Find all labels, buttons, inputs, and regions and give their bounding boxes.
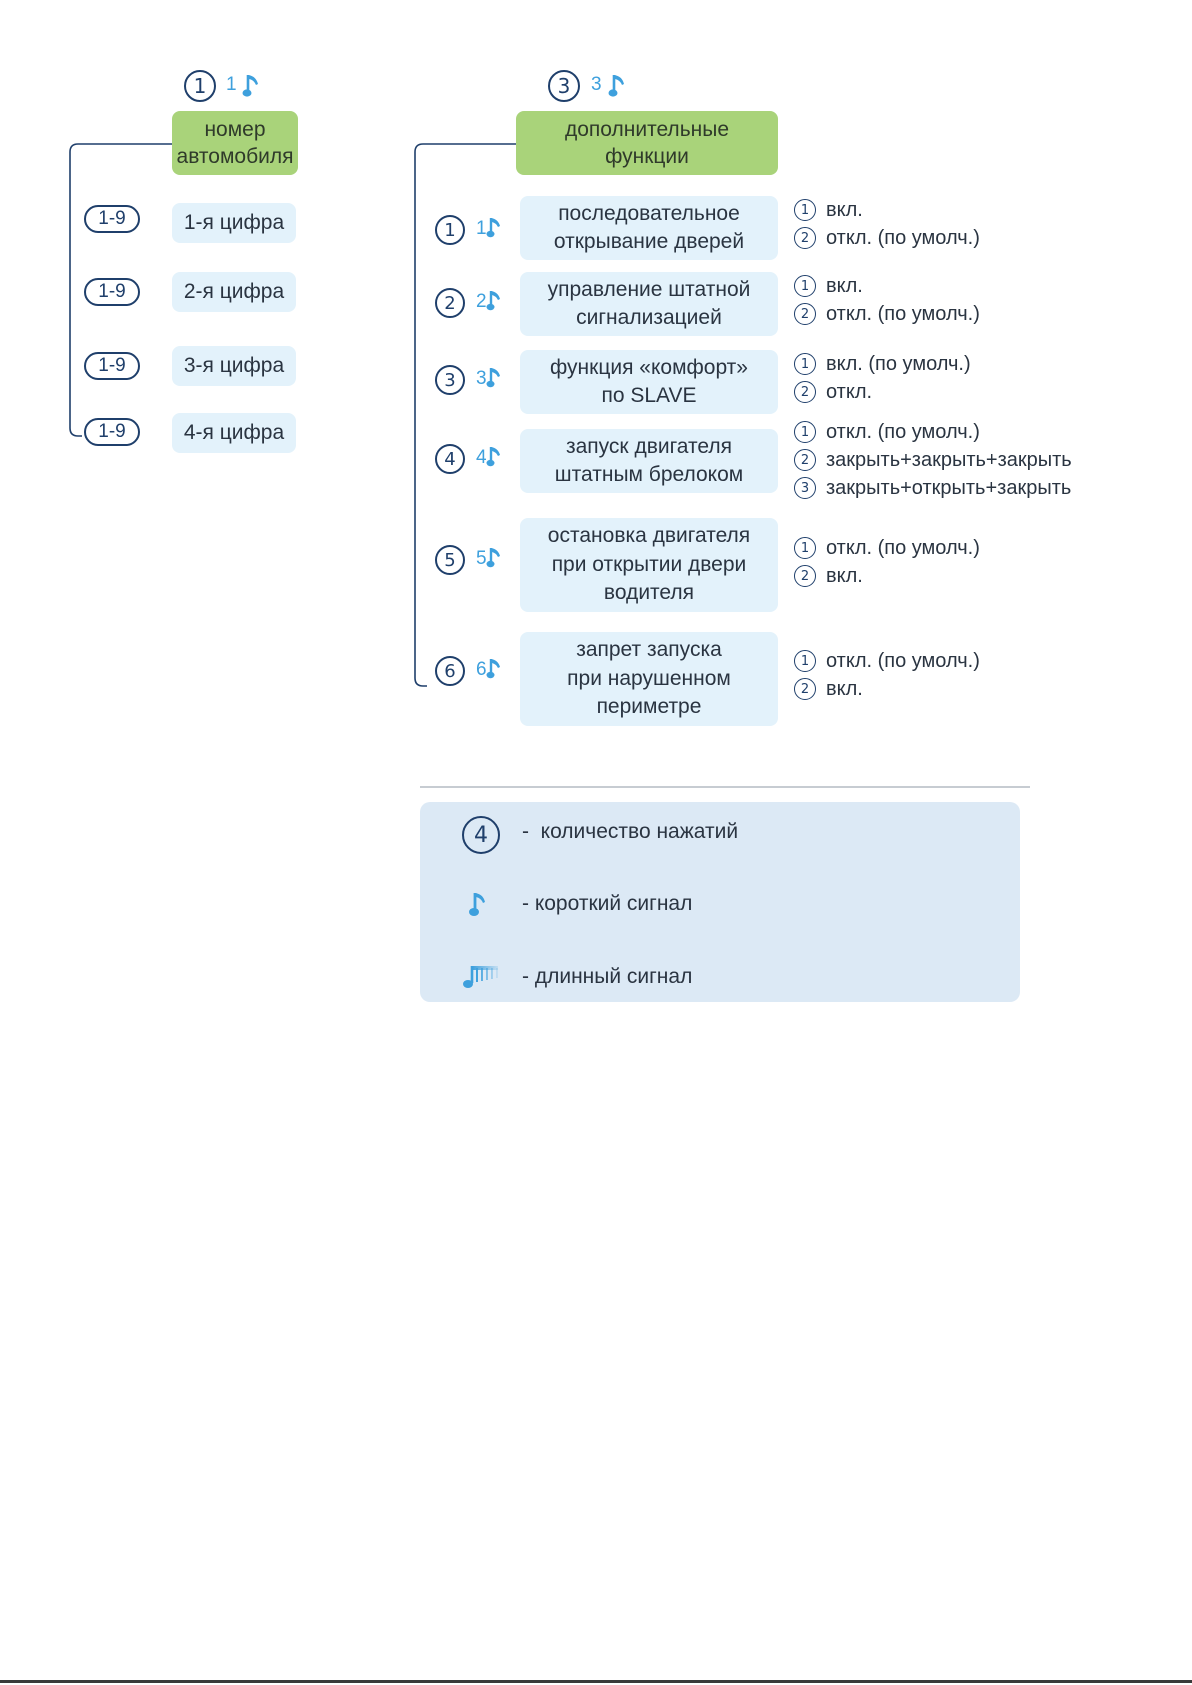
function-6-beeps: 6 (476, 659, 487, 680)
function-2-label: управление штатной сигнализацией (520, 272, 778, 336)
option-row: 2 откл. (по умолч.) (794, 300, 980, 328)
option-row: 1 вкл. (794, 196, 980, 224)
option-number: 1 (794, 353, 816, 375)
digit-label-2: 2-я цифра (172, 272, 296, 312)
long-beep-icon (462, 962, 502, 992)
legend-press-text: - количество нажатий (522, 820, 739, 843)
digit-item-4 (84, 418, 140, 446)
range-pill: 1-9 (84, 352, 140, 380)
option-number: 2 (794, 227, 816, 249)
function-4-presses: 4 (435, 444, 465, 474)
option-number: 2 (794, 381, 816, 403)
legend-long-text: - длинный сигнал (522, 965, 693, 988)
left-header-presses: 1 (184, 70, 216, 102)
short-beep-icon (486, 216, 504, 240)
left-header-beeps: 1 (226, 74, 237, 95)
function-1-options (794, 196, 980, 252)
option-number: 1 (794, 199, 816, 221)
function-5-options (794, 534, 980, 590)
option-row: 1 вкл. (794, 272, 980, 300)
option-row: 2 откл. (по умолч.) (794, 224, 980, 252)
legend-short-text: - короткий сигнал (522, 892, 693, 915)
option-row: 2 закрыть+закрыть+закрыть (794, 446, 1072, 474)
function-1-label: последовательное открывание дверей (520, 196, 778, 260)
function-6-label: запрет запуска при нарушенном периметре (520, 632, 778, 726)
option-number: 1 (794, 275, 816, 297)
short-beep-icon (242, 72, 264, 100)
function-1-presses: 1 (435, 215, 465, 245)
function-3-options (794, 350, 971, 406)
range-pill: 1-9 (84, 205, 140, 233)
short-beep-icon (608, 72, 630, 100)
digit-item-1 (84, 205, 140, 233)
option-number: 2 (794, 303, 816, 325)
page-bottom-border (0, 1680, 1192, 1683)
function-4-options (794, 418, 1072, 502)
extra-functions-title: дополнительные функции (516, 111, 778, 175)
function-5-beeps: 5 (476, 548, 487, 569)
option-number: 3 (794, 477, 816, 499)
function-6-options (794, 647, 980, 703)
function-4-beeps: 4 (476, 447, 487, 468)
option-number: 1 (794, 537, 816, 559)
option-row: 2 откл. (794, 378, 971, 406)
option-row: 1 откл. (по умолч.) (794, 418, 1072, 446)
option-number: 1 (794, 650, 816, 672)
option-number: 1 (794, 421, 816, 443)
function-3-beeps: 3 (476, 368, 487, 389)
function-2-beeps: 2 (476, 291, 487, 312)
function-3-presses: 3 (435, 365, 465, 395)
range-pill: 1-9 (84, 418, 140, 446)
function-3-label: функция «комфорт» по SLAVE (520, 350, 778, 414)
right-header-presses: 3 (548, 70, 580, 102)
option-number: 2 (794, 449, 816, 471)
range-pill: 1-9 (84, 278, 140, 306)
short-beep-icon (486, 546, 504, 570)
option-row: 2 вкл. (794, 562, 980, 590)
option-row: 1 вкл. (по умолч.) (794, 350, 971, 378)
option-row: 1 откл. (по умолч.) (794, 647, 980, 675)
option-number: 2 (794, 678, 816, 700)
function-2-options (794, 272, 980, 328)
short-beep-icon (486, 289, 504, 313)
digit-label-4: 4-я цифра (172, 413, 296, 453)
short-beep-icon (486, 366, 504, 390)
function-5-presses: 5 (435, 545, 465, 575)
function-5-label: остановка двигателя при открытии двери водителя (520, 518, 778, 612)
short-beep-icon (486, 657, 504, 681)
option-row: 3 закрыть+открыть+закрыть (794, 474, 1072, 502)
option-row: 2 вкл. (794, 675, 980, 703)
function-6-presses: 6 (435, 656, 465, 686)
digit-item-3 (84, 352, 140, 380)
function-1-beeps: 1 (476, 218, 487, 239)
short-beep-icon (468, 890, 490, 920)
car-number-title: номер автомобиля (172, 111, 298, 175)
digit-label-3: 3-я цифра (172, 346, 296, 386)
option-number: 2 (794, 565, 816, 587)
option-row: 1 откл. (по умолч.) (794, 534, 980, 562)
legend-press-circle: 4 (462, 816, 500, 854)
short-beep-icon (486, 445, 504, 469)
function-2-presses: 2 (435, 288, 465, 318)
digit-item-2 (84, 278, 140, 306)
right-header-beeps: 3 (591, 74, 602, 95)
digit-label-1: 1-я цифра (172, 203, 296, 243)
function-4-label: запуск двигателя штатным брелоком (520, 429, 778, 493)
